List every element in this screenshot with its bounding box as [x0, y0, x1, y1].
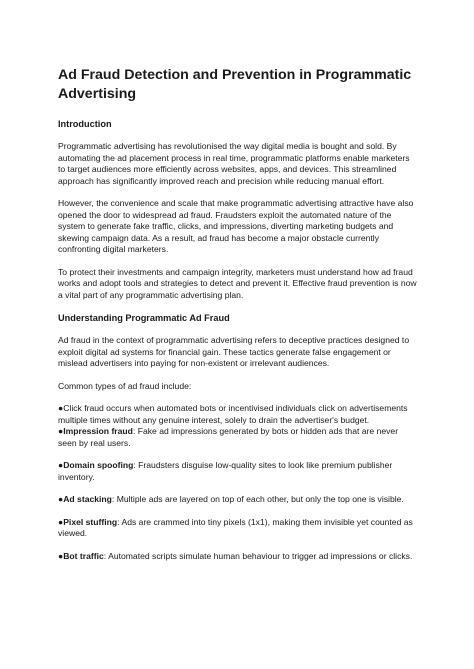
- list-item-click-fraud: [58, 403, 418, 426]
- list-item-text: : Fake ad impressions generated by bots or hidden ads that are never seen by real users.: [58, 426, 399, 448]
- list-item-bot-traffic: [58, 551, 418, 563]
- paragraph-intro-2: However, the convenience and scale that make programmatic advertising attractive have also opened the door to widespread ad fraud. Fraudsters exploit the automated nature of the system to generate fake traffic, clicks, and impressions, diverting marketing budgets and skewing campaign data. As a result, ad fraud has become a major obstacle currently confronting digital marketers.: [58, 198, 414, 254]
- bullet-marker: ●: [58, 403, 64, 413]
- list-item-term: Bot traffic: [63, 550, 104, 561]
- list-item-text: : Automated scripts simulate human behaviour to trigger ad impressions or clicks.: [103, 550, 413, 561]
- bullet-marker: ●: [58, 494, 64, 504]
- list-item-term: Impression fraud: [63, 426, 133, 436]
- list-item-term: Ad stacking: [63, 494, 112, 504]
- paragraph-intro-3: To protect their investments and campaign integrity, marketers must understand how ad fraud works and adopt tools and strategies to detect and prevent it. Effective fraud prevention is now a vital part of any programmatic advertising plan.: [58, 266, 417, 300]
- list-item-impression-fraud: [58, 426, 418, 449]
- list-item-ad-stacking: [58, 494, 418, 506]
- list-item-text: : Multiple ads are layered on top of each other, but only the top one is visible.: [111, 494, 404, 504]
- section-heading-introduction: Introduction: [58, 119, 112, 129]
- paragraph-types-intro: Common types of ad fraud include:: [58, 380, 192, 391]
- list-item-term: Pixel stuffing: [63, 516, 118, 527]
- bullet-marker: ●: [58, 516, 64, 527]
- bullet-marker: ●: [58, 426, 64, 436]
- list-item-text: Click fraud occurs when automated bots or incentivised individuals click on advertisements multiple times without any genuine interest, solely to drain the advertiser's budget.: [58, 403, 408, 425]
- list-item-term: Domain spoofing: [63, 460, 134, 470]
- list-item-pixel-stuffing: [58, 517, 418, 540]
- list-item-text: : Fraudsters disguise low-quality sites to look like premium publisher inventory.: [58, 460, 393, 482]
- list-item-domain-spoofing: [58, 460, 418, 483]
- list-item-text: : Ads are crammed into tiny pixels (1x1), making them invisible yet counted as viewed.: [58, 516, 413, 538]
- document-title: Ad Fraud Detection and Prevention in Programmatic Advertising: [58, 67, 412, 102]
- bullet-marker: ●: [58, 550, 64, 561]
- section-heading-understanding: Understanding Programmatic Ad Fraud: [58, 313, 230, 323]
- bullet-marker: ●: [58, 460, 64, 470]
- paragraph-intro-1: Programmatic advertising has revolutionised the way digital media is bought and sold. By automating the ad placement process in real time, programmatic platforms enable marketers to target audiences more efficiently across websites, apps, and devices. This streamlined approach has significantly improved reach and precision while reducing manual effort.: [58, 141, 410, 186]
- paragraph-understanding-1: Ad fraud in the context of programmatic advertising refers to deceptive practices designed to exploit digital ad systems for financial gain. These tactics generate false engagement or mislead advertisers into paying for non-existent or irrelevant audiences.: [58, 335, 410, 368]
